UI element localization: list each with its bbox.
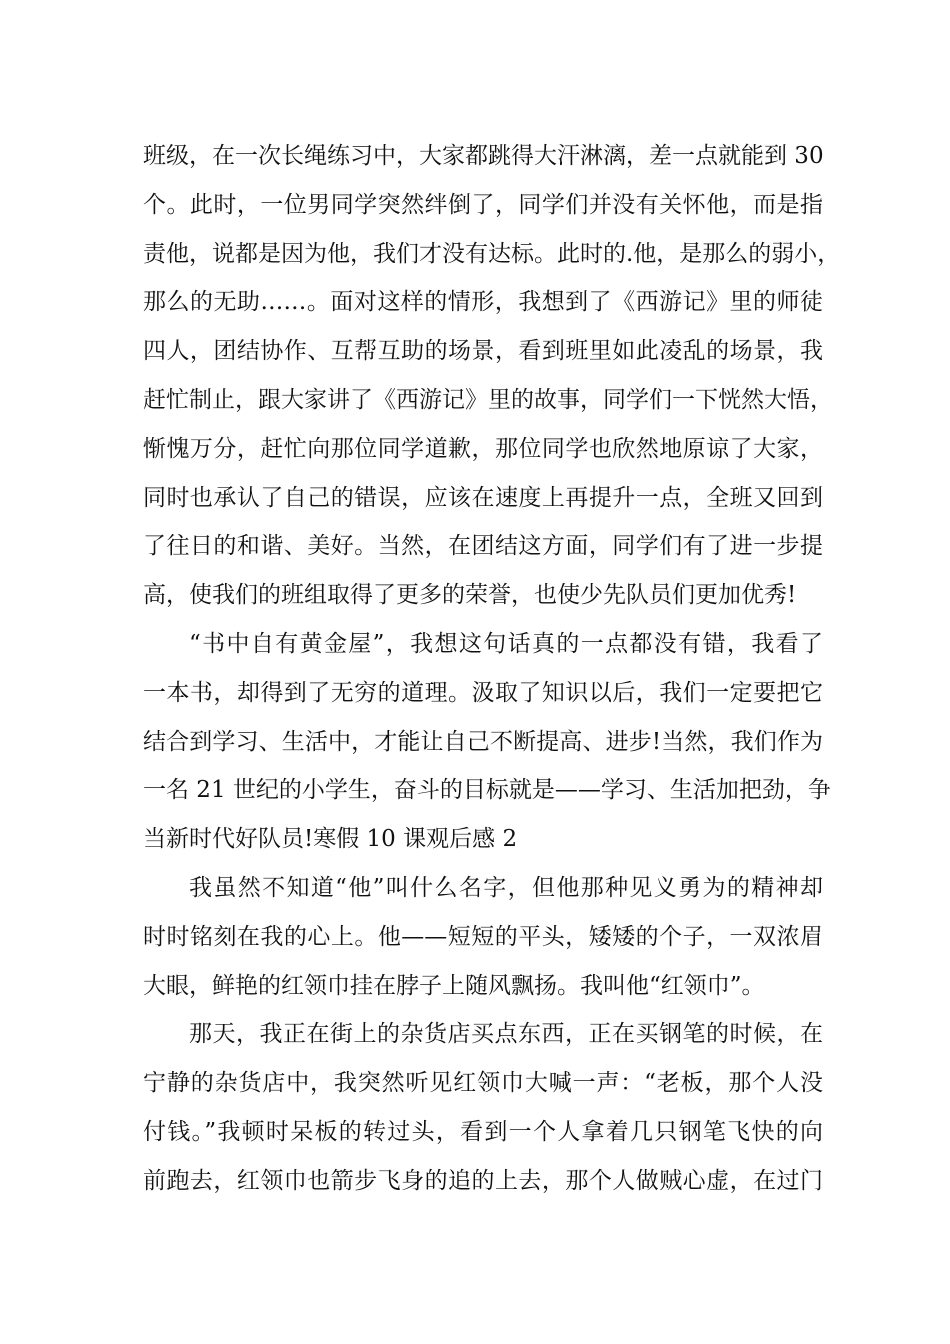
text-line: 了往日的和谐、美好。当然，在团结这方面，同学们有了进一步提 — [143, 533, 823, 560]
paragraph-3 — [143, 864, 823, 1010]
text-line: 四人，团结协作、互帮互助的场景，看到班里如此凌乱的场景，我 — [143, 338, 823, 365]
text-line: 班级，在一次长绳练习中，大家都跳得大汗淋漓，差一点就能到 30 — [143, 143, 824, 169]
text-line: 宁静的杂货店中，我突然听见红领巾大喊一声：“老板，那个人没 — [143, 1070, 823, 1097]
text-line: 一名 21 世纪的小学生，奋斗的目标就是——学习、生活加把劲，争 — [143, 777, 831, 804]
text-line: 大眼，鲜艳的红领巾挂在脖子上随风飘扬。我叫他“红领巾”。 — [143, 972, 765, 999]
text-line: 高，使我们的班组取得了更多的荣誉，也使少先队员们更加优秀! — [143, 582, 797, 609]
text-line: 当新时代好队员!寒假 10 课观后感 2 — [143, 826, 518, 853]
text-line: 那天，我正在街上的杂货店买点东西，正在买钢笔的时候，在 — [189, 1021, 823, 1048]
text-line: “书中自有黄金屋”，我想这句话真的一点都没有错，我看了 — [189, 630, 823, 657]
paragraph-2 — [143, 620, 831, 864]
text-line: 那么的无助……。面对这样的情形，我想到了《西游记》里的师徒 — [143, 289, 823, 316]
text-line: 惭愧万分，赶忙向那位同学道歉，那位同学也欣然地原谅了大家， — [143, 435, 823, 462]
text-line: 前跑去，红领巾也箭步飞身的追的上去，那个人做贼心虚，在过门 — [143, 1167, 823, 1194]
text-line: 结合到学习、生活中，才能让自己不断提高、进步!当然，我们作为 — [143, 728, 823, 755]
text-line: 时时铭刻在我的心上。他——短短的平头，矮矮的个子，一双浓眉 — [143, 923, 823, 950]
text-line: 个。此时，一位男同学突然绊倒了，同学们并没有关怀他，而是指 — [143, 191, 823, 218]
text-line: 我虽然不知道“他”叫什么名字，但他那种见义勇为的精神却 — [189, 874, 823, 901]
text-line: 同时也承认了自己的错误，应该在速度上再提升一点，全班又回到 — [143, 484, 823, 511]
paragraph-1 — [143, 132, 841, 620]
text-line: 赶忙制止，跟大家讲了《西游记》里的故事，同学们一下恍然大悟， — [143, 386, 833, 413]
paragraph-4 — [143, 1010, 823, 1205]
text-line: 付钱。”我顿时呆板的转过头，看到一个人拿着几只钢笔飞快的向 — [143, 1118, 823, 1145]
document-body — [143, 132, 841, 1206]
text-line: 一本书，却得到了无穷的道理。汲取了知识以后，我们一定要把它 — [143, 679, 823, 706]
text-line: 责他，说都是因为他，我们才没有达标。此时的.他，是那么的弱小， — [143, 240, 841, 267]
